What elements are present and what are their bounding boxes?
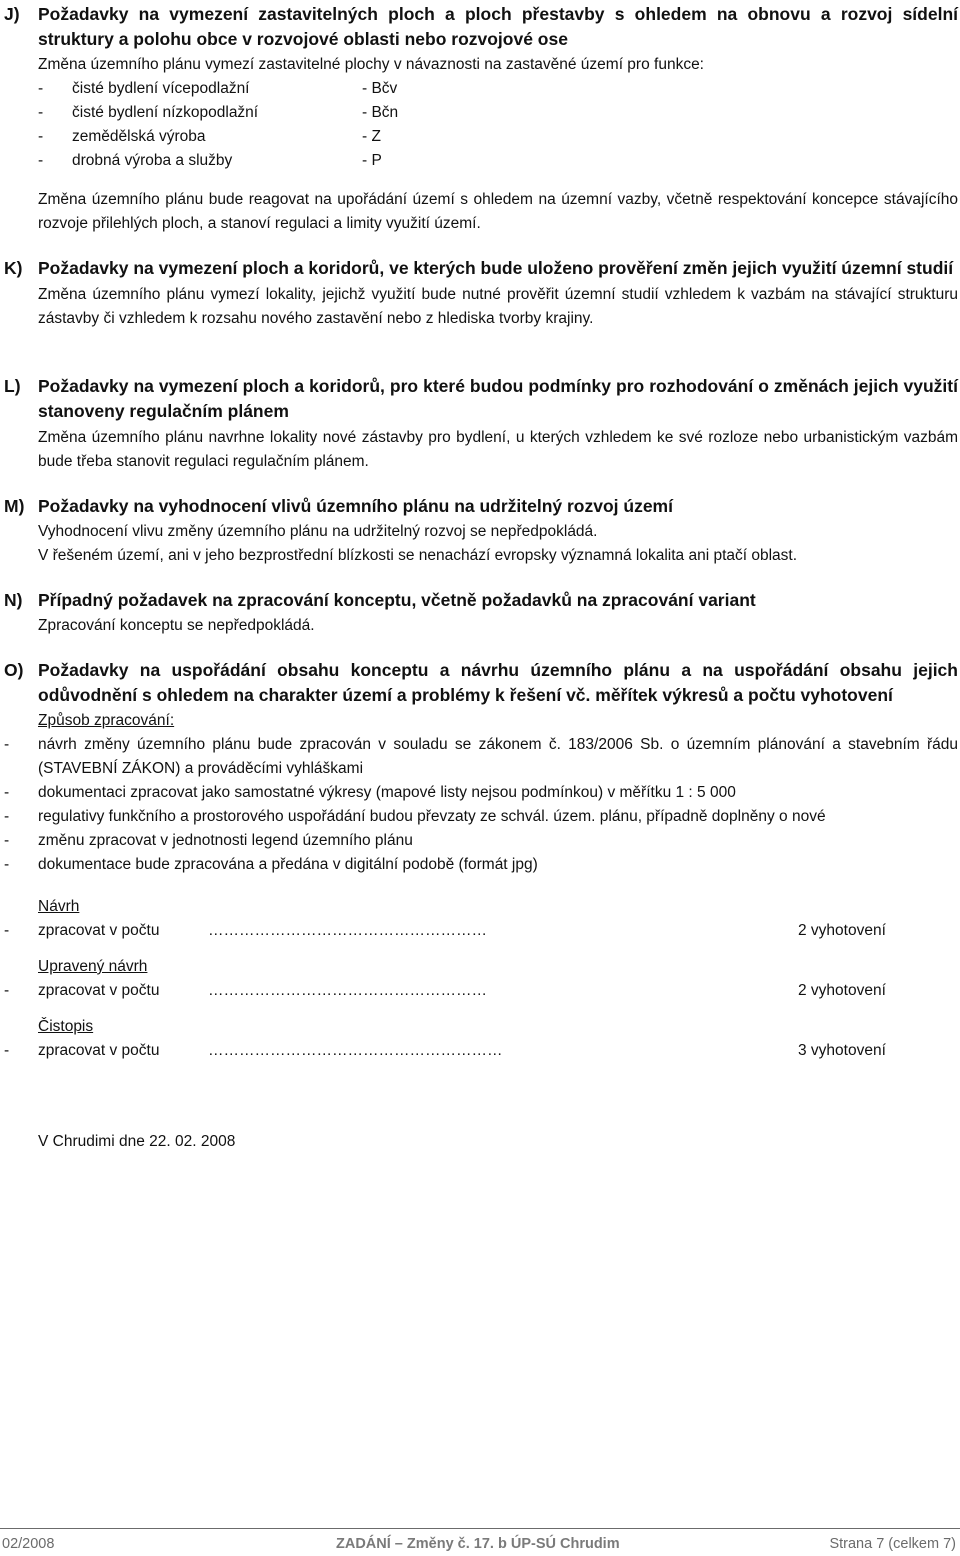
list-item (4, 853, 958, 877)
list-item (4, 829, 958, 853)
list-dash: - (38, 80, 44, 97)
leader-dots: ……………………………………………… (208, 922, 487, 939)
copies-text: zpracovat v počtu (38, 1042, 160, 1059)
copies-row (4, 1039, 958, 1063)
footer-page-number: Strana 7 (celkem 7) (829, 1536, 956, 1552)
section-letter: O) (4, 660, 24, 680)
footer-date: 02/2008 (2, 1536, 55, 1552)
footer-title: ZADÁNÍ – Změny č. 17. b ÚP-SÚ Chrudim (336, 1536, 620, 1552)
copies-text: zpracovat v počtu (38, 922, 160, 939)
section-heading: Požadavky na vymezení zastavitelných ploch a ploch přestavby s ohledem na obnovu a rozvoj sídelní struktury a polohu obce v rozvojové oblasti nebo rozvojové ose (38, 4, 958, 49)
section-text: Vyhodnocení vlivu změny územního plánu na udržitelný rozvoj se nepředpokládá. (38, 523, 598, 540)
copies-count: 3 vyhotovení (798, 1042, 886, 1059)
copies-label: Čistopis (38, 1018, 94, 1035)
list-dash: - (38, 152, 44, 169)
copies-label: Návrh (38, 898, 80, 915)
section-heading: Požadavky na uspořádání obsahu konceptu a návrhu územního plánu a na uspořádání obsahu jejich odůvodnění s ohledem na charakter území a problémy k řešení vč. měřítek výkresů a počtu vyhotovení (38, 660, 958, 705)
section-text: V řešeném území, ani v jeho bezprostřední blízkosti se nenachází evropsky významná lokalita ani ptačí oblast. (38, 547, 798, 564)
list-item (4, 733, 958, 781)
function-list (38, 77, 958, 173)
copies-label: Upravený návrh (38, 958, 148, 975)
copies-final (4, 1015, 958, 1063)
section-m (4, 494, 958, 568)
list-item (4, 805, 958, 829)
section-j (4, 2, 958, 236)
list-text: návrh změny územního plánu bude zpracován v souladu se zákonem č. 183/2006 Sb. o územním plánování a stavebním řádu (STAVEBNÍ ZÁKON) a prováděcími vyhláškami (38, 736, 958, 777)
function-code: - Z (362, 128, 381, 145)
list-item (4, 781, 958, 805)
list-dash: - (4, 922, 10, 939)
list-dash: - (4, 832, 10, 849)
section-k (4, 256, 958, 331)
section-letter: N) (4, 590, 23, 610)
section-letter: M) (4, 496, 25, 516)
list-text: dokumentace bude zpracována a předána v digitální podobě (formát jpg) (38, 856, 538, 873)
list-item (38, 101, 958, 125)
copies-row (4, 919, 958, 943)
copies-row (4, 979, 958, 1003)
list-dash: - (38, 128, 44, 145)
list-item (38, 77, 958, 101)
list-text: regulativy funkčního a prostorového uspořádání budou převzaty ze schvál. územ. plánu, případně doplněny o nové (38, 808, 826, 825)
section-l (4, 374, 958, 474)
section-intro: Změna územního plánu vymezí zastavitelné plochy v návaznosti na zastavěné území pro funkce: (38, 56, 704, 73)
function-name: drobná výroba a služby (72, 152, 233, 169)
function-code: - P (362, 152, 382, 169)
list-dash: - (4, 1042, 10, 1059)
section-text: Změna územního plánu bude reagovat na upořádání území s ohledem na územní vazby, včetně respektování koncepce stávajícího rozvoje přilehlých ploch, a stanoví regulaci a limity využití území. (38, 191, 958, 232)
section-text: Zpracování konceptu se nepředpokládá. (38, 617, 315, 634)
section-heading: Požadavky na vymezení ploch a koridorů, pro které budou podmínky pro rozhodování o změnách jejich využití stanoveny regulačním plánem (38, 376, 958, 421)
list-item (38, 149, 958, 173)
function-name: zemědělská výroba (72, 128, 206, 145)
section-text: Změna územního plánu vymezí lokality, jejichž využití bude nutné prověřit územní studií vzhledem k vazbám na stávající strukturu zástavby či vzhledem k rozsahu nového zastavění nebo z hlediska tvorby krajiny. (38, 286, 958, 327)
list-dash: - (4, 784, 10, 801)
section-o (4, 658, 958, 1063)
section-letter: K) (4, 258, 23, 278)
place-date: V Chrudimi dne 22. 02. 2008 (38, 1133, 236, 1150)
list-dash: - (38, 104, 44, 121)
section-letter: L) (4, 376, 21, 396)
function-code: - Bčn (362, 104, 399, 121)
copies-revised (4, 955, 958, 1003)
page-footer (0, 1528, 960, 1553)
leader-dots: ………………………………………………… (208, 1042, 503, 1059)
function-name: čisté bydlení nízkopodlažní (72, 104, 259, 121)
section-text: Změna územního plánu navrhne lokality nové zástavby pro bydlení, u kterých vzhledem ke své rozloze nebo urbanistickým vazbám bude třeba stanovit regulaci regulačním plánem. (38, 429, 958, 470)
section-letter: J) (4, 4, 20, 24)
list-text: dokumentaci zpracovat jako samostatné výkresy (mapové listy nejsou podmínkou) v měřítku 1 : 5 000 (38, 784, 736, 801)
function-code: - Bčv (362, 80, 398, 97)
list-text: změnu zpracovat v jednotnosti legend územního plánu (38, 832, 413, 849)
method-label: Způsob zpracování: (38, 712, 175, 729)
copies-text: zpracovat v počtu (38, 982, 160, 999)
copies-count: 2 vyhotovení (798, 922, 886, 939)
section-heading: Požadavky na vyhodnocení vlivů územního plánu na udržitelný rozvoj území (38, 496, 673, 516)
copies-draft (4, 895, 958, 943)
section-heading: Případný požadavek na zpracování konceptu, včetně požadavků na zpracování variant (38, 590, 756, 610)
leader-dots: ……………………………………………… (208, 982, 487, 999)
function-name: čisté bydlení vícepodlažní (72, 80, 250, 97)
section-n (4, 588, 958, 638)
section-heading: Požadavky na vymezení ploch a koridorů, ve kterých bude uloženo prověření změn jejich využití územní studií (38, 258, 954, 278)
requirements-list (4, 733, 958, 877)
list-dash: - (4, 808, 10, 825)
list-dash: - (4, 856, 10, 873)
list-dash: - (4, 982, 10, 999)
list-dash: - (4, 736, 10, 753)
copies-count: 2 vyhotovení (798, 982, 886, 999)
list-item (38, 125, 958, 149)
